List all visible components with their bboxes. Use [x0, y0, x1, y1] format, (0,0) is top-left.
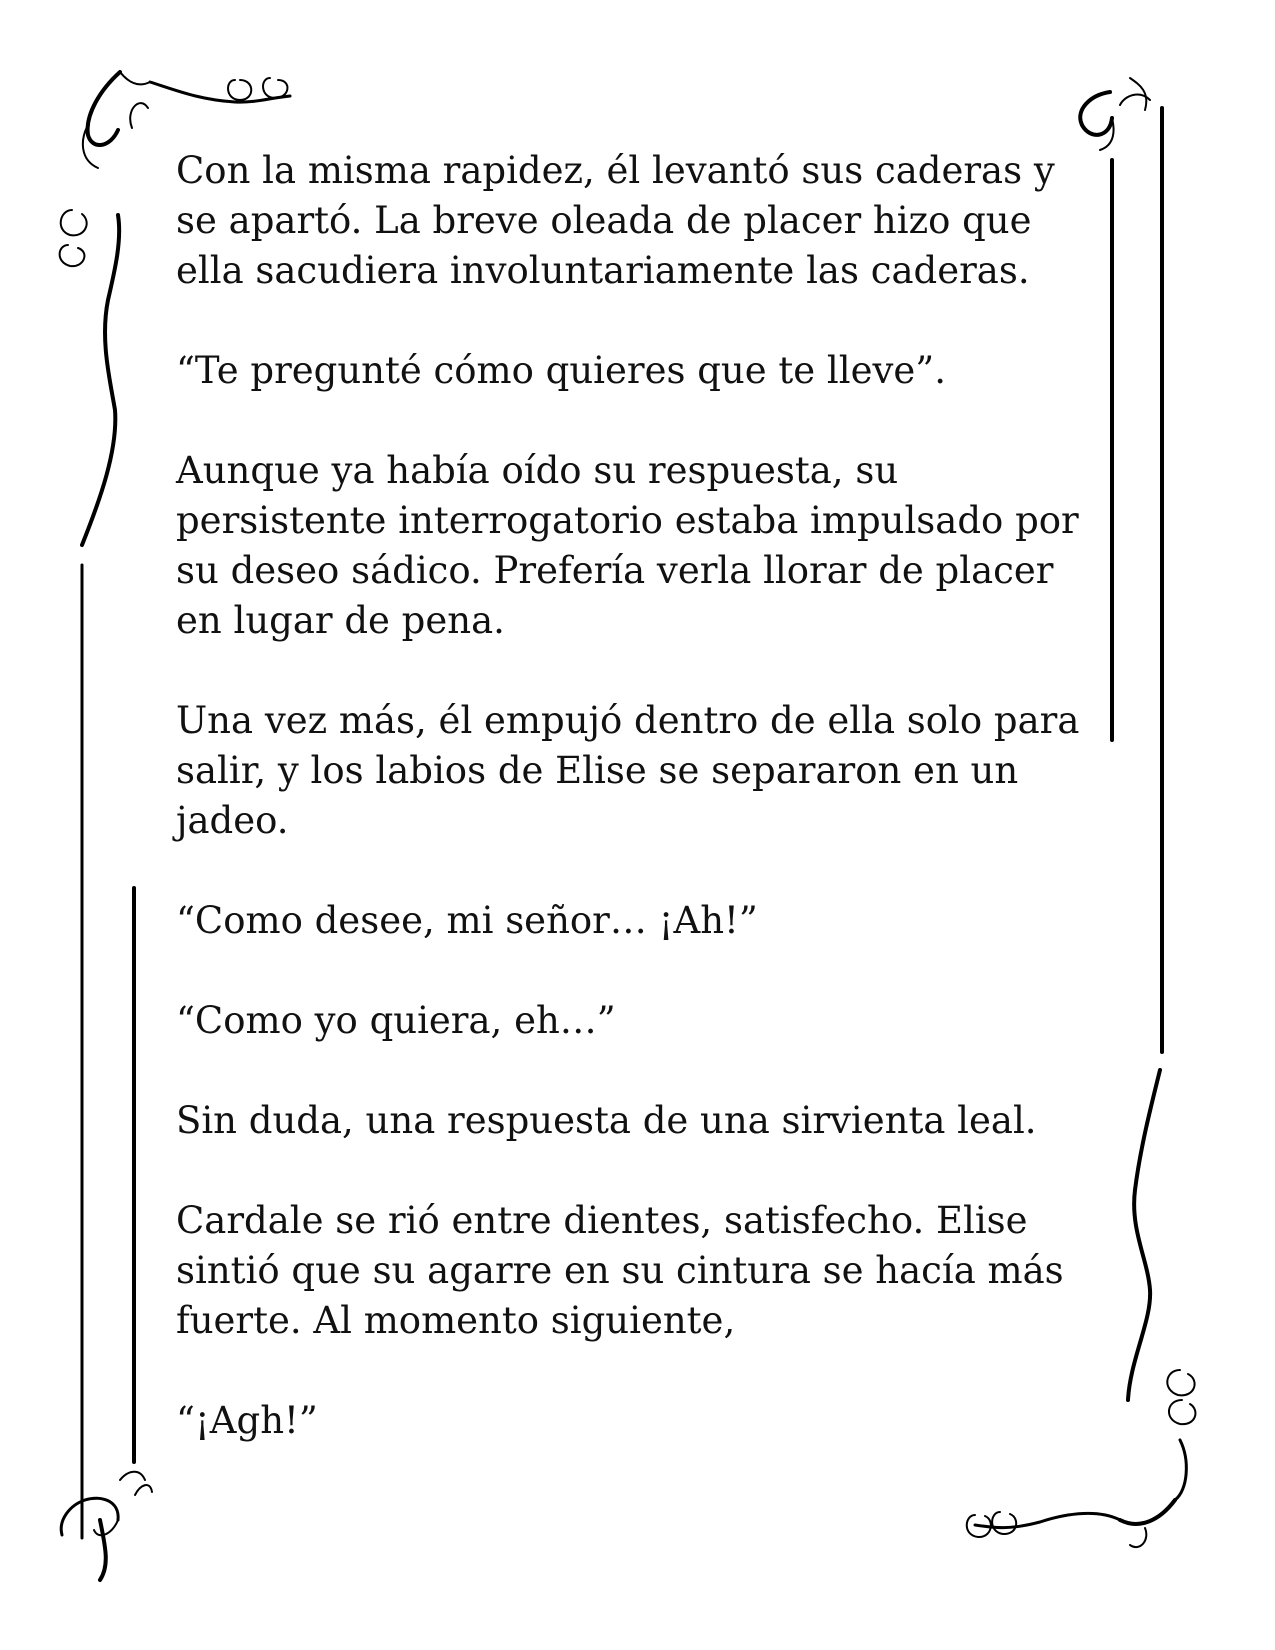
paragraph: Cardale se rió entre dientes, satisfecho. Elise sintió que su agarre en su cintura se hacía más fuerte. Al momento siguiente,: [176, 1199, 1064, 1342]
dialogue-line: “Como yo quiera, eh…”: [176, 999, 616, 1042]
paragraph: Con la misma rapidez, él levantó sus caderas y se apartó. La breve oleada de placer hizo que ella sacudiera involuntariamente las caderas.: [176, 149, 1055, 292]
paragraph: “Te pregunté cómo quieres que te lleve”.: [176, 349, 946, 392]
flourish-bottom-left: [61, 1472, 152, 1580]
dialogue-line: “Como desee, mi señor… ¡Ah!”: [176, 899, 758, 942]
paragraph: Aunque ya había oído su respuesta, su persistente interrogatorio estaba impulsado por su deseo sádico. Prefería verla llorar de placer en lugar de pena.: [176, 449, 1079, 642]
dialogue-line: “¡Agh!”: [176, 1399, 318, 1442]
paragraph: Sin duda, una respuesta de una sirvienta leal.: [176, 1099, 1037, 1142]
paragraph: Una vez más, él empujó dentro de ella solo para salir, y los labios de Elise se separaron en un jadeo.: [176, 699, 1080, 842]
story-text: [176, 146, 1106, 1446]
